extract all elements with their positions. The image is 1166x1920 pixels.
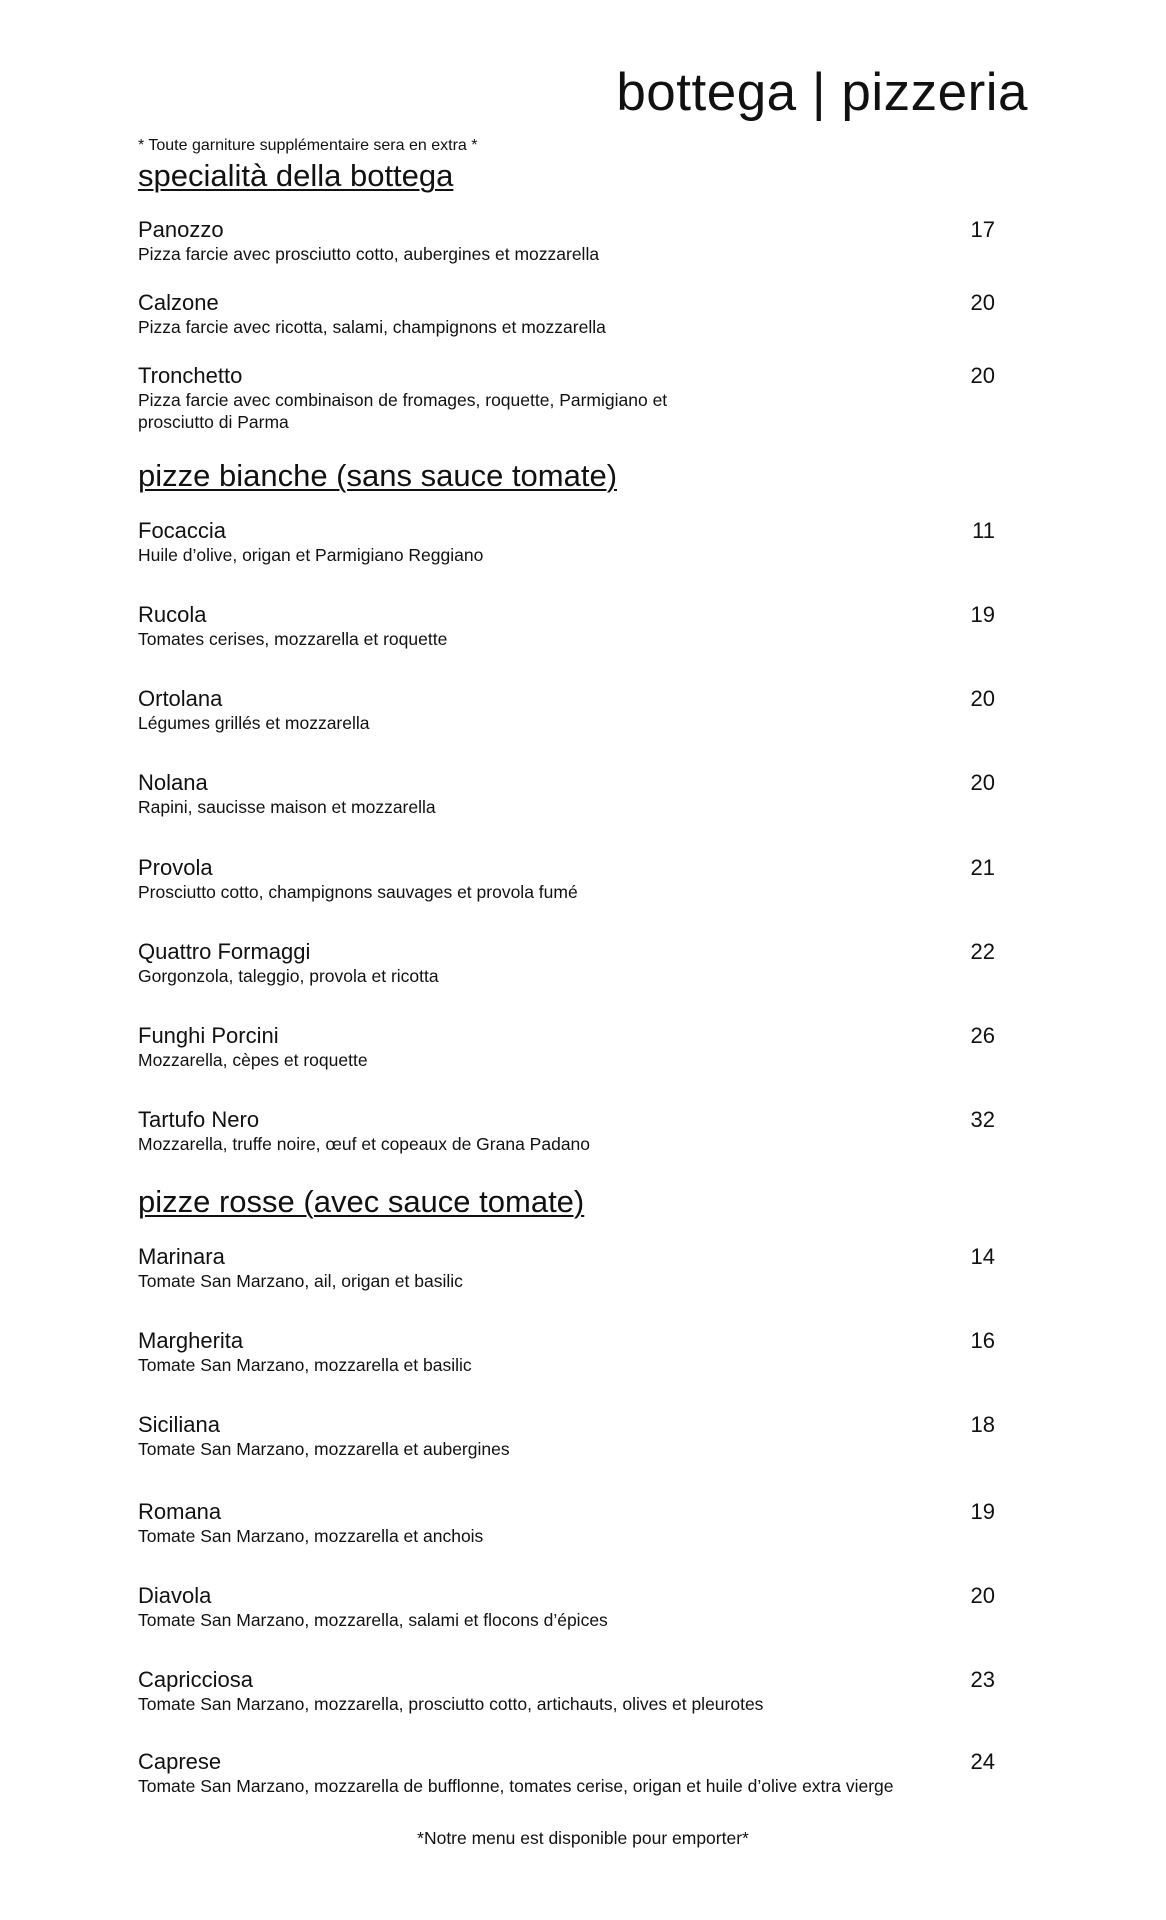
item-price: 20 bbox=[970, 363, 995, 388]
item-name: Marinara bbox=[138, 1244, 225, 1269]
item-description: Tomates cerises, mozzarella et roquette bbox=[138, 629, 448, 649]
section-title-rosse: pizze rosse (avec sauce tomate) bbox=[138, 1184, 585, 1219]
item-name: Tartufo Nero bbox=[138, 1107, 260, 1132]
item-description: Prosciutto cotto, champignons sauvages et provola fumé bbox=[138, 882, 578, 902]
item-price: 19 bbox=[970, 602, 995, 627]
section-title-bianche: pizze bianche (sans sauce tomate) bbox=[138, 458, 618, 493]
item-description: Tomate San Marzano, mozzarella et anchois bbox=[138, 1526, 484, 1546]
item-description: Tomate San Marzano, mozzarella de bufflonne, tomates cerise, origan et huile d’olive extra vierge bbox=[138, 1776, 894, 1796]
item-name: Diavola bbox=[138, 1583, 212, 1608]
item-name: Provola bbox=[138, 855, 213, 880]
item-description: Tomate San Marzano, mozzarella et aubergines bbox=[138, 1439, 510, 1459]
item-price: 26 bbox=[970, 1023, 995, 1048]
item-name: Calzone bbox=[138, 290, 219, 315]
item-name: Focaccia bbox=[138, 518, 227, 543]
item-price: 20 bbox=[970, 290, 995, 315]
item-description: Mozzarella, cèpes et roquette bbox=[138, 1050, 368, 1070]
item-price: 16 bbox=[970, 1328, 995, 1353]
item-name: Romana bbox=[138, 1499, 222, 1524]
item-description: Pizza farcie avec combinaison de fromages, roquette, Parmigiano et prosciutto di Parma bbox=[138, 390, 668, 432]
item-description: Mozzarella, truffe noire, œuf et copeaux de Grana Padano bbox=[138, 1134, 591, 1154]
item-description: Huile d’olive, origan et Parmigiano Reggiano bbox=[138, 545, 484, 565]
section-title-specialita: specialità della bottega bbox=[138, 158, 454, 193]
item-description: Rapini, saucisse maison et mozzarella bbox=[138, 797, 436, 817]
item-description: Tomate San Marzano, mozzarella, prosciutto cotto, artichauts, olives et pleurotes bbox=[138, 1694, 764, 1714]
item-name: Ortolana bbox=[138, 686, 223, 711]
item-name: Siciliana bbox=[138, 1412, 220, 1437]
item-price: 11 bbox=[972, 518, 995, 543]
item-description: Tomate San Marzano, mozzarella, salami et flocons d’épices bbox=[138, 1610, 608, 1630]
item-price: 32 bbox=[970, 1107, 995, 1132]
item-name: Panozzo bbox=[138, 217, 224, 242]
item-price: 20 bbox=[970, 1583, 995, 1608]
item-description: Légumes grillés et mozzarella bbox=[138, 713, 370, 733]
item-price: 18 bbox=[970, 1412, 995, 1437]
item-price: 14 bbox=[970, 1244, 995, 1269]
item-description: Gorgonzola, taleggio, provola et ricotta bbox=[138, 966, 439, 986]
item-name: Capricciosa bbox=[138, 1667, 253, 1692]
item-name: Nolana bbox=[138, 770, 208, 795]
item-description: Pizza farcie avec ricotta, salami, champignons et mozzarella bbox=[138, 317, 606, 337]
item-description: Tomate San Marzano, mozzarella et basilic bbox=[138, 1355, 472, 1375]
item-price: 22 bbox=[970, 939, 995, 964]
item-price: 17 bbox=[970, 217, 995, 242]
restaurant-name: bottega | pizzeria bbox=[616, 63, 1028, 122]
item-name: Margherita bbox=[138, 1328, 244, 1353]
item-price: 21 bbox=[970, 855, 995, 880]
item-description: Tomate San Marzano, ail, origan et basilic bbox=[138, 1271, 463, 1291]
item-price: 24 bbox=[970, 1749, 995, 1774]
item-name: Caprese bbox=[138, 1749, 222, 1774]
item-price: 19 bbox=[970, 1499, 995, 1524]
item-price: 20 bbox=[970, 686, 995, 711]
takeout-note: *Notre menu est disponible pour emporter* bbox=[417, 1828, 749, 1848]
item-name: Funghi Porcini bbox=[138, 1023, 279, 1048]
item-name: Tronchetto bbox=[138, 363, 243, 388]
item-price: 23 bbox=[970, 1667, 995, 1692]
item-name: Quattro Formaggi bbox=[138, 939, 311, 964]
extra-toppings-note: * Toute garniture supplémentaire sera en extra * bbox=[138, 137, 478, 154]
item-price: 20 bbox=[970, 770, 995, 795]
item-description: Pizza farcie avec prosciutto cotto, aubergines et mozzarella bbox=[138, 244, 600, 264]
item-name: Rucola bbox=[138, 602, 207, 627]
